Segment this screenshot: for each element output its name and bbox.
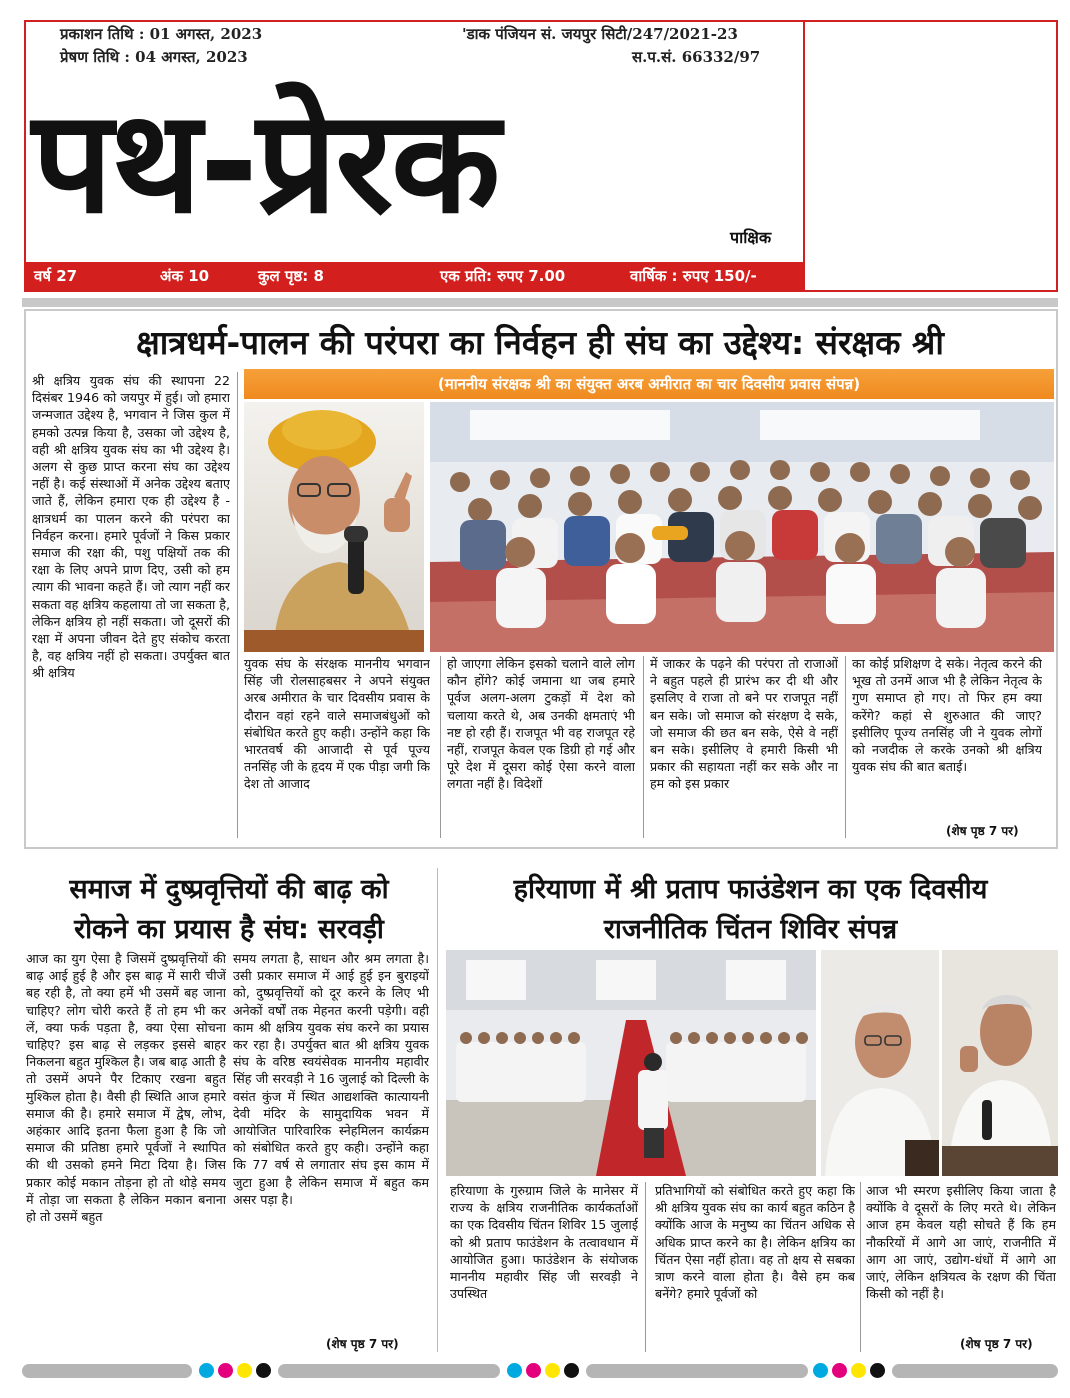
single-copy-price: एक प्रति: रुपए 7.00	[440, 267, 566, 285]
lead-headline: क्षात्रधर्म-पालन की परंपरा का निर्वहन ही संघ का उद्देश्य: संरक्षक श्री	[136, 323, 944, 362]
left-story-column-1: आज का युग ऐसा है जिसमें दुष्प्रवृत्तियों की बाढ़ आई हुई है और इस बाढ़ में सारी चीजें बह रही है, तो क्या हमें भी उसमें बह जाना चाहिए? लोग चोरी करते हैं तो हम भी कर लें, क्या फर्क पड़ता है, क्या ऐसा सोचना चाहिए? इस बाढ़ से लड़कर इससे बाहर निकलना बहुत मुश्किल है। जब बाढ़ आती है तो उसमें अपने पैर टिकाए रखना बहुत मुश्किल होता है। वैसी ही स्थिति आज हमारे समाज की है। हमारे समाज में द्वेष, लोभ, अहंकार आदि इतना फैला हुआ है कि जो समाज की प्रतिष्ठा हमारे पूर्वजों ने स्थापित की थी उसको हमने मिटा दिया है। जिस प्रकार कोई मकान तोड़ना हो तो थोड़े समय में तोड़ा जा सकता है लेकिन मकान बनाना हो तो उसमें बहुत	[26, 951, 226, 1225]
right-story-column-2: प्रतिभागियों को संबोधित करते हुए कहा कि श्री क्षत्रिय युवक संघ का कार्य बहुत कठिन है क्योंकि आज के मनुष्य का चिंतन अधिक से अधिक प्राप्त करने का है। लेकिन क्षत्रिय का चिंतन ऐसा नहीं होता। वह तो क्षय से सबका त्राण करने वाला होता है। वैसे हम कब बनेंगे? हमारे पूर्वजों को	[655, 1183, 855, 1302]
right-continued-note: (शेष पृष्ठ 7 पर)	[960, 1337, 1033, 1351]
right-headline-line1: हरियाणा में श्री प्रताप फाउंडेशन का एक दिवसीय	[513, 874, 988, 905]
postal-registration: 'डाक पंजियन सं. जयपुर सिटी/247/2021-23	[462, 25, 738, 43]
lead-column-3: हो जाएगा लेकिन इसको चलाने वाले लोग कौन होंगे? कोई जमाना था जब हमारे पूर्वज अलग-अलग टुकड़ों में देश को चलाया करते थे, अब उनकी क्षमताएं भी नष्ट हो रही हैं। राजपूत भी वह राजपूत रहे नहीं, राजपूत केवल एक डिग्री हो गई और पूरे देश में दूसरा कोई ऐसा करने वाला लगता नहीं है। विदेशों	[447, 656, 635, 792]
footer-gray-bar	[22, 1364, 192, 1378]
magenta-registration-dot	[218, 1363, 233, 1378]
footer-gray-bar	[586, 1364, 808, 1378]
frequency-label: पाक्षिक	[730, 228, 772, 247]
column-divider	[643, 656, 644, 838]
cyan-registration-dot	[813, 1363, 828, 1378]
lead-column-1: श्री क्षत्रिय युवक संघ की स्थापना 22 दिसंबर 1946 को जयपुर में हुई। जो हमारा जन्मजात उद्देश्य है, भगवान ने जिस कुल में हमको उत्पन्न किया है, उसका जो उद्देश्य है, वही श्री क्षत्रिय युवक संघ का भी उद्देश्य है। अलग से कुछ प्राप्त करना संघ का उद्देश्य नहीं है। कई संस्थाओं में अनेक उद्देश्य बताए जाते हैं, लेकिन हमारा एक ही उद्देश्य है - क्षात्रधर्म का पालन करने की परंपरा का निर्वहन करना। हमारे पूर्वजों ने किस प्रकार समाज की रक्षा की, पशु पक्षियों तक की रक्षा के लिए अपने प्राण दिए, उसी को हम त्याग की भावना कहते हैं। जो त्याग नहीं कर सकता वह क्षत्रिय कहलाया तो जा सकता है, लेकिन क्षत्रिय हो नहीं सकता। जो दूसरों की रक्षा में अपना जीवन देते हुए संकोच करता है, वह क्षत्रिय नहीं हो सकता। उपर्युक्त बात श्री क्षत्रिय	[32, 373, 230, 681]
left-story-column-2: समय लगता है, साधन और श्रम लगता है। उसी प्रकार समाज में आई हुई इन बुराइयों को, दुष्प्रवृत्तियों को दूर करने के लिए भी अनेकों वर्षों तक मेहनत करनी पड़ेगी। वही काम श्री क्षत्रिय युवक संघ करने का प्रयास कर रहा है। उपर्युक्त बात श्री क्षत्रिय युवक संघ के वरिष्ठ स्वयंसेवक माननीय महावीर सिंह जी सरवड़ी ने 16 जुलाई को दिल्ली के वसंत कुंज में स्थित आद्यशक्ति कात्यायनी देवी मंदिर के सामुदायिक भवन में आयोजित पारिवारिक स्नेहमिलन कार्यक्रम को संबोधित करते हुए कही। उन्होंने कहा कि 77 वर्ष से लगातार संघ इस काम में जुटा हुआ है लेकिन समाज में बहुत कम असर पड़ा है।	[233, 951, 429, 1207]
black-registration-dot	[256, 1363, 271, 1378]
left-headline-line2: रोकने का प्रयास है संघ: सरवड़ी	[74, 914, 384, 945]
black-registration-dot	[564, 1363, 579, 1378]
newspaper-title: पथ-प्रेरक	[32, 80, 499, 245]
audience-gathering-photo	[430, 402, 1054, 652]
speaker-photo-2	[942, 950, 1058, 1176]
column-divider	[237, 372, 238, 838]
yellow-registration-dot	[851, 1363, 866, 1378]
lead-subheadline: (माननीय संरक्षक श्री का संयुक्त अरब अमीरात का चार दिवसीय प्रवास संपन्न)	[244, 369, 1054, 399]
camp-hall-photo	[446, 950, 816, 1176]
rni-number: स.प.सं. 66332/97	[632, 48, 761, 66]
volume-year: वर्ष 27	[34, 267, 78, 285]
lead-column-2: युवक संघ के संरक्षक माननीय भगवान सिंह जी रोलसाहबसर ने अपने संयुक्त अरब अमीरात के चार दिवसीय प्रवास के दौरान वहां रहने वाले समाजबंधुओं को संबोधित करते हुए कही। उन्होंने कहा कि भारतवर्ष की आजादी से पूर्व पूज्य तनसिंह जी के हृदय में एक पीड़ा जगी कि देश तो आजाद	[244, 656, 430, 792]
left-headline-line1: समाज में दुष्प्रवृत्तियों की बाढ़ को	[69, 874, 389, 905]
cyan-registration-dot	[199, 1363, 214, 1378]
footer-gray-bar	[892, 1364, 1058, 1378]
speaker-photo-1	[821, 950, 939, 1176]
publication-date: प्रकाशन तिथि : 01 अगस्त, 2023	[60, 25, 263, 43]
patron-speaking-photo	[244, 402, 424, 652]
column-divider	[845, 656, 846, 838]
issue-number: अंक 10	[160, 267, 210, 285]
column-divider	[645, 1182, 646, 1352]
ad-space-box	[803, 20, 1058, 292]
magenta-registration-dot	[832, 1363, 847, 1378]
lead-continued-note: (शेष पृष्ठ 7 पर)	[946, 824, 1019, 838]
cyan-registration-dot	[507, 1363, 522, 1378]
column-divider	[440, 656, 441, 838]
black-registration-dot	[870, 1363, 885, 1378]
section-divider	[437, 868, 438, 1352]
magenta-registration-dot	[526, 1363, 541, 1378]
annual-price: वार्षिक : रुपए 150/-	[630, 267, 757, 285]
footer-gray-bar	[278, 1364, 500, 1378]
column-divider	[860, 1182, 861, 1352]
right-headline-line2: राजनीतिक चिंतन शिविर संपन्न	[603, 914, 898, 945]
right-story-column-1: हरियाणा के गुरुग्राम जिले के मानेसर में राज्य के क्षत्रिय राजनीतिक कार्यकर्ताओं का एक दिवसीय चिंतन शिविर 15 जुलाई को श्री प्रताप फाउंडेशन के तत्वावधान में आयोजित हुआ। फाउंडेशन के संयोजक माननीय महावीर सिंह जी सरवड़ी ने उपस्थित	[450, 1183, 638, 1302]
page-count: कुल पृष्ठ: 8	[258, 267, 324, 285]
right-story-column-3: आज भी स्मरण इसीलिए किया जाता है क्योंकि वे दूसरों के लिए मरते थे। लेकिन आज हम केवल यही सोचते हैं कि हम नौकरियों में आगे आ जाएं, राजनीति में आग आ जाएं, उद्योग-धंधों में आगे आ जाएं, लेकिन क्षत्रियत्व के रक्षण की चिंता किसी को नहीं है।	[866, 1183, 1056, 1302]
lead-column-5: का कोई प्रशिक्षण दे सके। नेतृत्व करने की भूख तो उनमें आज भी है लेकिन नेतृत्व के गुण समाप्त हो गए। तो फिर हम क्या करेंगे? कहां से शुरुआत की जाए? इसीलिए पूज्य तनसिंह जी ने युवक लोगों को नजदीक ले करके उनको श्री क्षत्रिय युवक संघ की बात बताई।	[852, 656, 1042, 775]
yellow-registration-dot	[237, 1363, 252, 1378]
section-rule	[22, 298, 1058, 307]
lead-column-4: में जाकर के पढ़ने की परंपरा तो राजाओं ने बहुत पहले ही प्रारंभ कर दी थी और इसलिए वे राजा तो बने पर राजपूत नहीं बन सके। जो समाज को संरक्षण दे सके, जो समाज की छत बन सके, ऐसे वे नहीं बन सके। इसीलिए वे हमारी किसी भी प्रकार की सहायता नहीं कर सके और ना हम को इस प्रकार	[650, 656, 838, 792]
dispatch-date: प्रेषण तिथि : 04 अगस्त, 2023	[60, 48, 248, 66]
left-continued-note: (शेष पृष्ठ 7 पर)	[326, 1337, 399, 1351]
yellow-registration-dot	[545, 1363, 560, 1378]
